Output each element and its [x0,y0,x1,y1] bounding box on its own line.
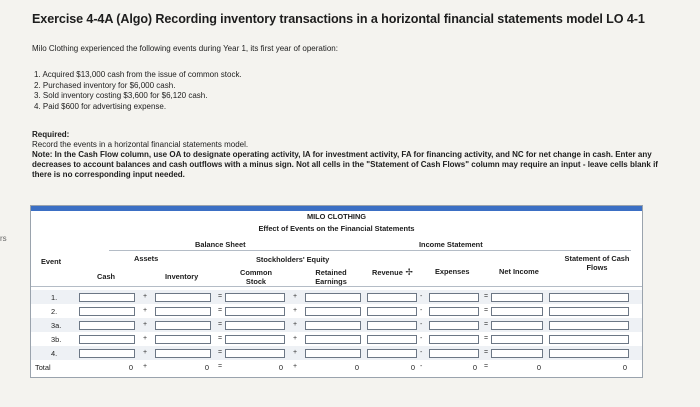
net-income-input[interactable] [491,293,543,302]
cash-flows-input[interactable] [549,307,629,316]
cash-flows-total: 0 [622,363,627,372]
net-income-input[interactable] [491,307,543,316]
expenses-total: 0 [472,363,477,372]
inventory-input[interactable] [155,293,211,302]
operator-sign: + [143,307,148,314]
cash-flows-header: Statement of Cash Flows [564,254,630,272]
retained-earnings-input[interactable] [305,307,361,316]
balance-sheet-header: Balance Sheet [195,240,246,249]
event-item: 1. Acquired $13,000 cash from the issue of common stock. [34,70,242,79]
operator-sign: = [484,335,489,342]
event-row-label: 3b. [51,335,62,344]
operator-sign: - [420,335,423,342]
inventory-header: Inventory [165,272,199,281]
operator-sign: = [218,307,223,314]
operator-sign: = [484,307,489,314]
operator-sign: = [218,293,223,300]
expenses-input[interactable] [429,307,479,316]
table-accent-bar [31,206,642,211]
page-title: Exercise 4-4A (Algo) Recording inventory transactions in a horizontal financial statements model LO 4-1 [32,12,645,26]
cash-input[interactable] [79,321,135,330]
expenses-input[interactable] [429,321,479,330]
revenue-input[interactable] [367,321,417,330]
table-subtitle: Effect of Events on the Financial Statements [258,224,415,233]
revenue-input[interactable] [367,293,417,302]
operator-sign: = [484,349,489,356]
header-divider [109,250,631,251]
required-heading: Required: [32,130,70,139]
expenses-header: Expenses [435,267,470,276]
net-income-input[interactable] [491,349,543,358]
event-row-label: 2. [51,307,58,316]
operator-sign: = [218,321,223,328]
common-stock-input[interactable] [225,349,285,358]
common-stock-header: Common Stock [239,268,273,286]
event-row-label: 1. [51,293,58,302]
cash-input[interactable] [79,349,135,358]
revenue-total: 0 [410,363,415,372]
operator-sign: + [293,293,298,300]
cash-input[interactable] [79,293,135,302]
assets-header: Assets [134,254,159,263]
income-statement-header: Income Statement [419,240,483,249]
intro-text: Milo Clothing experienced the following events during Year 1, its first year of operation: [32,44,338,53]
cash-input[interactable] [79,335,135,344]
common-stock-input[interactable] [225,293,285,302]
operator-sign: = [484,363,489,370]
retained-earnings-input[interactable] [305,335,361,344]
horizontal-model-table [30,205,643,378]
inventory-total: 0 [204,363,209,372]
revenue-input[interactable] [367,349,417,358]
operator-sign: + [293,307,298,314]
expenses-input[interactable] [429,349,479,358]
operator-sign: + [143,321,148,328]
total-row-label: Total [35,363,51,372]
side-mark: rs [0,234,7,243]
cash-flows-input[interactable] [549,335,629,344]
retained-earnings-input[interactable] [305,349,361,358]
event-item: 2. Purchased inventory for $6,000 cash. [34,80,176,90]
revenue-input[interactable] [367,335,417,344]
net-income-input[interactable] [491,321,543,330]
event-item: 3. Sold inventory costing $3,600 for $6,120 cash. [34,91,208,100]
common-stock-input[interactable] [225,335,285,344]
stockholders-equity-header: Stockholders' Equity [256,255,330,264]
operator-sign: + [143,335,148,342]
required-section [32,130,662,180]
expenses-input[interactable] [429,293,479,302]
operator-sign: + [293,335,298,342]
operator-sign: + [293,363,298,370]
operator-sign: = [484,321,489,328]
cash-flows-input[interactable] [549,349,629,358]
required-line: Record the events in a horizontal financial statements model. [32,140,249,149]
event-item: 4. Paid $600 for advertising expense. [34,101,167,111]
operator-sign: = [218,349,223,356]
cash-input[interactable] [79,307,135,316]
operator-sign: = [484,293,489,300]
column-header-divider [31,286,642,287]
event-row-label: 3a. [51,321,62,330]
cash-total: 0 [128,363,133,372]
cash-flows-input[interactable] [549,321,629,330]
common-stock-input[interactable] [225,307,285,316]
revenue-header: Revenue ✢ [372,267,413,277]
operator-sign: = [218,335,223,342]
operator-sign: - [420,307,423,314]
operator-sign: + [143,293,148,300]
inventory-input[interactable] [155,321,211,330]
inventory-input[interactable] [155,335,211,344]
event-column-header: Event [41,257,62,266]
revenue-input[interactable] [367,307,417,316]
common-stock-total: 0 [278,363,283,372]
operator-sign: + [143,363,148,370]
operator-sign: = [218,363,223,370]
operator-sign: + [143,349,148,356]
retained-earnings-header: Retained Earnings [315,268,347,286]
operator-sign: + [293,349,298,356]
retained-earnings-total: 0 [354,363,359,372]
required-note: Note: In the Cash Flow column, use OA to designate operating activity, IA for investment activity, FA for financing activity, and NC for net change in cash. Enter any decreases to account balances and cash outflows with a minus sign. Not all cells in the "Statement of Cash Flows" column may require an input - leave cells blank if there is no corresponding input needed. [32,150,658,179]
operator-sign: - [420,321,423,328]
net-income-total: 0 [536,363,541,372]
net-income-header: Net Income [499,267,539,276]
operator-sign: - [420,363,423,370]
operator-sign: + [293,321,298,328]
retained-earnings-input[interactable] [305,293,361,302]
cash-flows-input[interactable] [549,293,629,302]
retained-earnings-input[interactable] [305,321,361,330]
inventory-input[interactable] [155,349,211,358]
common-stock-input[interactable] [225,321,285,330]
operator-sign: - [420,349,423,356]
net-income-input[interactable] [491,335,543,344]
company-name: MILO CLOTHING [306,212,367,221]
event-list [32,70,242,112]
event-row-label: 4. [51,349,58,358]
inventory-input[interactable] [155,307,211,316]
operator-sign: - [420,293,423,300]
expenses-input[interactable] [429,335,479,344]
cash-header: Cash [97,272,116,281]
